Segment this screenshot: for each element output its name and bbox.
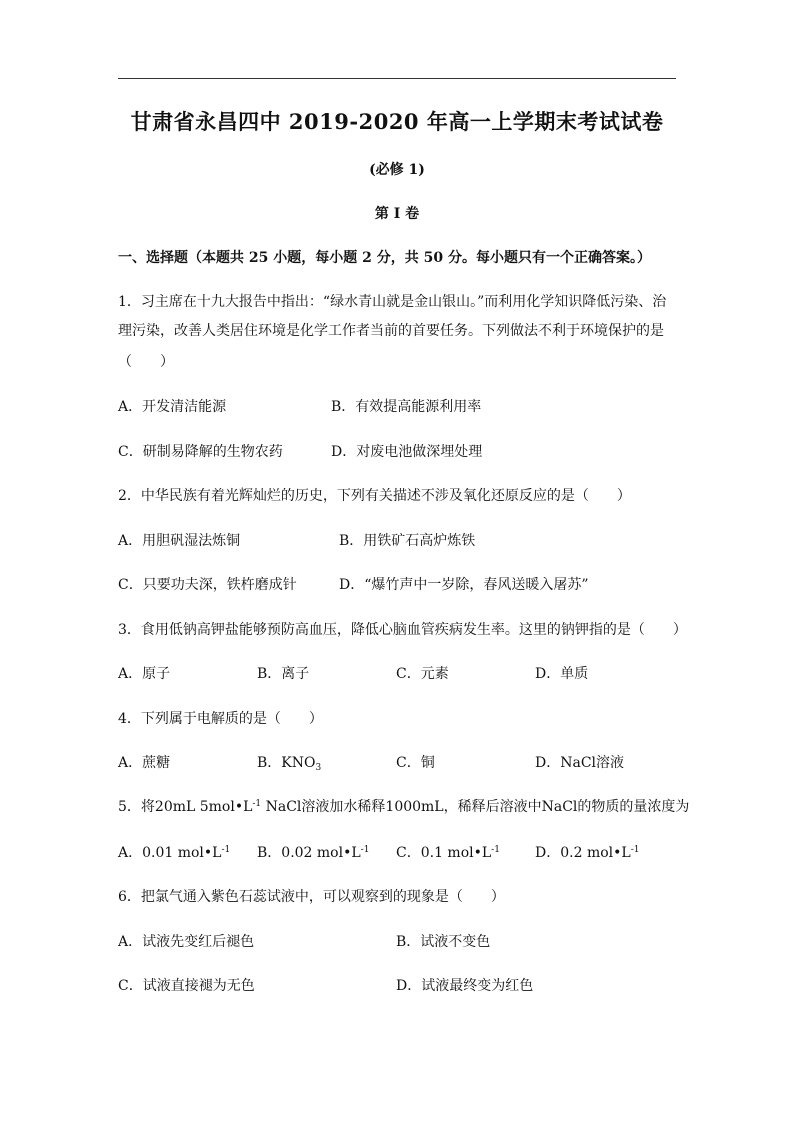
question-6-option-c: C．试液直接褪为无色 (118, 978, 255, 994)
question-5-prefix: 5．将20mL 5mol•L (118, 799, 253, 815)
question-4-option-c: C．铜 (396, 755, 435, 771)
question-6-option-a: A．试液先变红后褪色 (118, 934, 255, 950)
question-5-option-d (535, 843, 639, 863)
question-5-option-a (118, 843, 230, 863)
question-1-option-c: C．研制易降解的生物农药 (118, 444, 283, 460)
volume-label: 第 I 卷 (374, 206, 420, 222)
question-1-option-a: A．开发清洁能源 (118, 399, 227, 415)
question-6-option-b: B．试液不变色 (396, 934, 491, 950)
header-rule (118, 78, 676, 79)
question-2-option-d: D．“爆竹声中一岁除，春风送暖入屠苏” (339, 577, 589, 593)
question-2-line-1: 2．中华民族有着光辉灿烂的历史，下列有关描述不涉及氧化还原反应的是（ ） (118, 488, 631, 504)
kno3-text: B．KNO (257, 755, 316, 771)
section-heading: 一、选择题（本题共 25 小题，每小题 2 分，共 50 分。每小题只有一个正确答案。） (118, 250, 651, 266)
question-2-option-b: B．用铁矿石高炉炼铁 (339, 533, 476, 549)
question-6-option-d: D．试液最终变为红色 (396, 978, 534, 994)
exam-title: 甘肃省永昌四中 2019-2020 年高一上学期末考试试卷 (130, 109, 664, 134)
question-5-option-d-exponent: -1 (630, 845, 640, 855)
question-5-option-c-exponent: -1 (491, 845, 500, 855)
question-3-option-d: D．单质 (535, 666, 589, 682)
question-1-line-2: 理污染，改善人类居住环境是化学工作者当前的首要任务。下列做法不利于环境保护的是 (118, 323, 664, 339)
question-5-option-c (396, 843, 500, 863)
question-1-line-1: 1．习主席在十九大报告中指出：“绿水青山就是金山银山。”而利用化学知识降低污染、治 (118, 294, 667, 310)
exam-subtitle: (必修 1) (369, 162, 425, 178)
question-5-option-a-text: A．0.01 mol•L (118, 845, 222, 861)
question-5-suffix: NaCl溶液加水稀释1000mL，稀释后溶液中NaCl的物质的量浓度为 (261, 799, 690, 815)
question-5-option-a-exponent: -1 (221, 845, 231, 855)
question-1-line-3: （ ） (118, 354, 174, 370)
question-4-option-a: A．蔗糖 (118, 755, 171, 771)
question-4-line-1: 4．下列属于电解质的是（ ） (118, 711, 323, 727)
question-1-option-d: D．对废电池做深埋处理 (331, 444, 483, 460)
question-3-option-a: A．原子 (118, 666, 171, 682)
question-5-line-1 (118, 797, 689, 817)
question-6-line-1: 6．把氯气通入紫色石蕊试液中，可以观察到的现象是（ ） (118, 889, 505, 905)
question-4-option-d: D．NaCl溶液 (535, 755, 625, 771)
question-2-option-c: C．只要功夫深，铁杵磨成针 (118, 577, 297, 593)
question-5-option-b-exponent: -1 (360, 845, 370, 855)
question-3-line-1: 3．食用低钠高钾盐能够预防高血压，降低心脑血管疾病发生率。这里的钠钾指的是（ ） (118, 622, 687, 638)
question-2-option-a: A．用胆矾湿法炼铜 (118, 533, 241, 549)
question-5-unit-exponent: -1 (252, 799, 262, 809)
question-5-option-b-text: B．0.02 mol•L (257, 845, 361, 861)
question-5-option-c-text: C．0.1 mol•L (396, 845, 492, 861)
question-1-option-b: B．有效提高能源利用率 (331, 399, 482, 415)
question-5-option-b (257, 843, 369, 863)
question-3-option-b: B．离子 (257, 666, 310, 682)
question-3-option-c: C．元素 (396, 666, 449, 682)
question-5-option-d-text: D．0.2 mol•L (535, 845, 631, 861)
question-4-option-b (257, 753, 321, 773)
kno3-subscript: 3 (315, 763, 322, 773)
